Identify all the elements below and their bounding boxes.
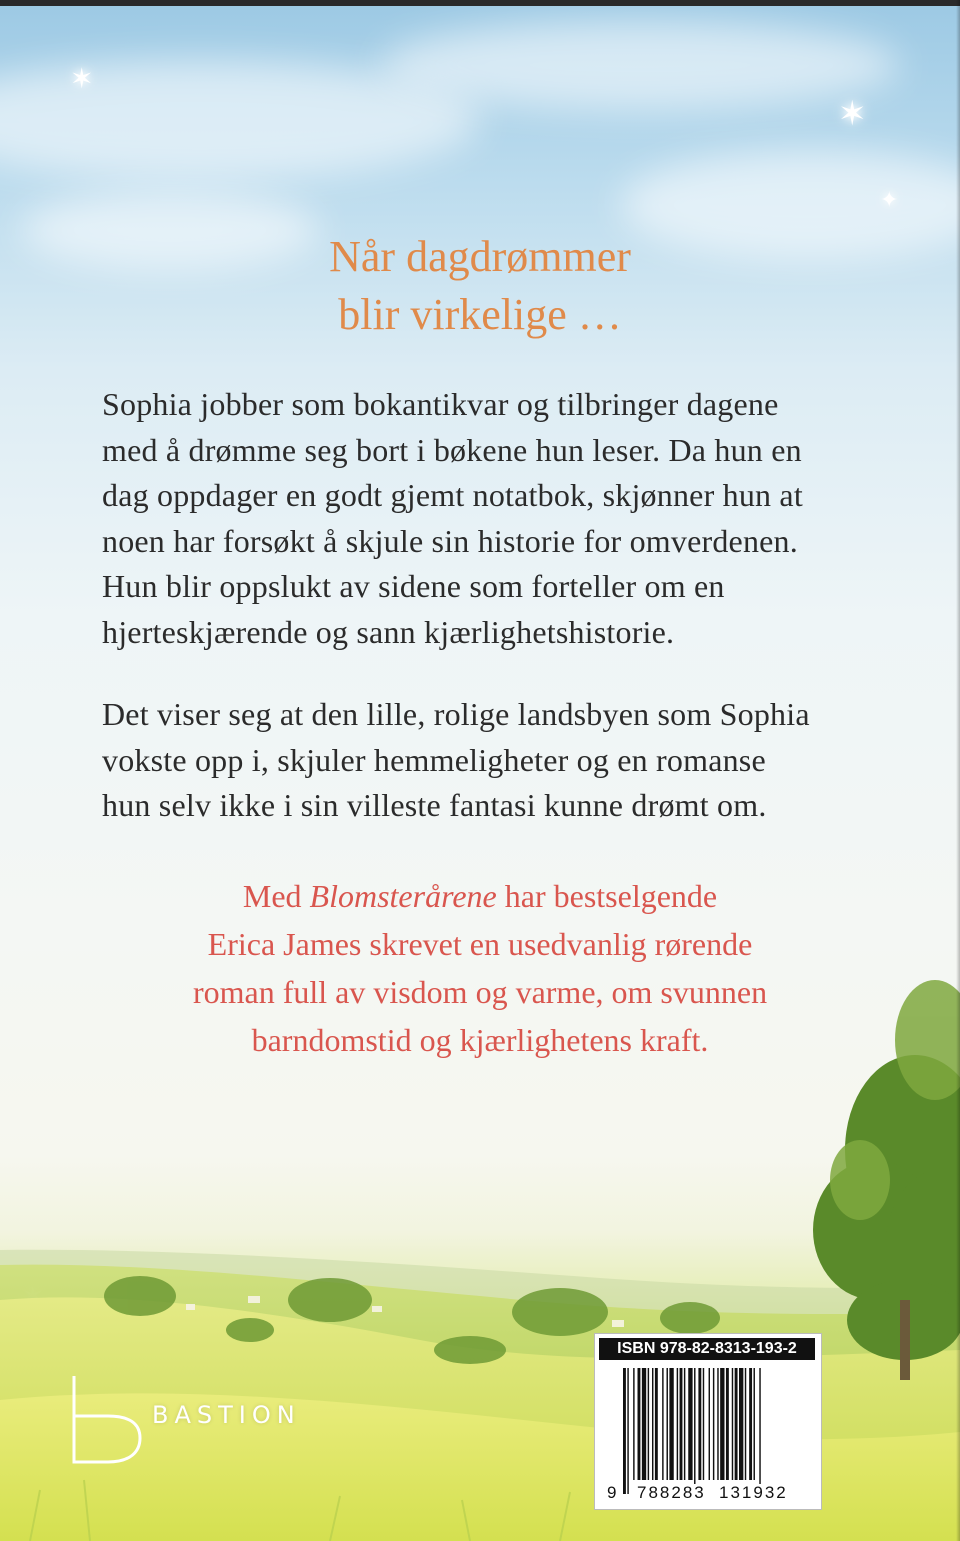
publisher-name: BASTION bbox=[152, 1401, 301, 1429]
barcode-bar bbox=[732, 1368, 733, 1480]
text-line: hun selv ikke i sin villeste fantasi kunne drømt om. bbox=[102, 787, 767, 823]
barcode-bar bbox=[703, 1368, 704, 1480]
barcode-bar bbox=[648, 1368, 649, 1480]
barcode-bar bbox=[669, 1368, 673, 1480]
headline-line-2: blir virkelige … bbox=[338, 290, 622, 339]
barcode-bar bbox=[739, 1368, 743, 1480]
text-line: med å drømme seg bort i bøkene hun leser. Da hun en bbox=[102, 431, 802, 468]
sparkle-icon: ✦ bbox=[880, 188, 899, 213]
barcode-bar bbox=[735, 1368, 738, 1480]
barcode-bar bbox=[627, 1368, 628, 1494]
barcode-bar bbox=[633, 1368, 634, 1480]
barcode-bar bbox=[745, 1368, 746, 1480]
blurb-lead: Med bbox=[242, 878, 310, 914]
barcode-bar bbox=[717, 1368, 718, 1480]
headline bbox=[0, 228, 960, 344]
barcode-bar bbox=[698, 1368, 701, 1480]
barcode-bar bbox=[677, 1368, 678, 1480]
blurb-line-3: roman full av visdom og varme, om svunnen bbox=[192, 974, 768, 1010]
sparkle-icon: ✶ bbox=[838, 94, 867, 134]
blurb-line-1: har bestselgende bbox=[496, 878, 718, 914]
text-line: vokste opp i, skjuler hemmeligheter og en romanse bbox=[102, 741, 766, 778]
barcode-bar bbox=[726, 1368, 729, 1480]
sparkle-icon: ✶ bbox=[70, 62, 94, 95]
barcode-bar bbox=[667, 1368, 668, 1480]
text-line: hjerteskjærende og sann kjærlighetshistorie. bbox=[102, 613, 675, 650]
barcode-bar bbox=[680, 1368, 683, 1480]
blurb-line-4: barndomstid og kjærlighetens kraft. bbox=[251, 1022, 709, 1058]
text-line: Det viser seg at den lille, rolige landsbyen som Sophia bbox=[102, 696, 810, 732]
text-line: noen har forsøkt å skjule sin historie for omverdenen. bbox=[102, 522, 798, 559]
top-edge bbox=[0, 0, 960, 6]
barcode-bar bbox=[688, 1368, 692, 1480]
barcode-digits-right: 131932 bbox=[719, 1483, 788, 1502]
text-line: Sophia jobber som bokantikvar og tilbringer dagene bbox=[102, 386, 779, 422]
barcode-bar bbox=[759, 1368, 760, 1494]
barcode-bar bbox=[652, 1368, 653, 1480]
right-edge bbox=[956, 0, 960, 1541]
synopsis-paragraph-2 bbox=[102, 692, 854, 829]
isbn-barcode-panel bbox=[594, 1333, 822, 1510]
barcode-bar bbox=[684, 1368, 685, 1480]
headline-line-1: Når dagdrømmer bbox=[329, 232, 631, 281]
barcode-bar bbox=[749, 1368, 752, 1480]
barcode-bar bbox=[623, 1368, 626, 1494]
blurb-line-2: Erica James skrevet en usedvanlig rørende bbox=[207, 926, 753, 962]
isbn-label: ISBN 978-82-8313-193-2 bbox=[599, 1338, 815, 1360]
review-blurb bbox=[0, 872, 960, 1064]
barcode-digits-left: 788283 bbox=[637, 1483, 706, 1502]
barcode-digit-first: 9 bbox=[607, 1483, 617, 1502]
barcode-bar bbox=[754, 1368, 755, 1480]
barcode-bar bbox=[713, 1368, 714, 1480]
publisher-logo-icon bbox=[68, 1372, 148, 1466]
barcode-bar bbox=[638, 1368, 641, 1480]
barcode-bar bbox=[720, 1368, 724, 1480]
barcode-bar bbox=[662, 1368, 663, 1480]
barcode-icon bbox=[623, 1368, 805, 1494]
text-line: Hun blir oppslukt av sidene som forteller om en bbox=[102, 568, 725, 604]
barcode-bar bbox=[655, 1368, 658, 1480]
text-line: dag oppdager en godt gjemt notatbok, skjønner hun at bbox=[102, 477, 803, 513]
synopsis-paragraph-1 bbox=[102, 382, 854, 655]
barcode-bar bbox=[642, 1368, 646, 1480]
barcode-bar bbox=[694, 1368, 695, 1494]
barcode-bar bbox=[709, 1368, 710, 1480]
book-title: Blomsterårene bbox=[309, 878, 497, 914]
